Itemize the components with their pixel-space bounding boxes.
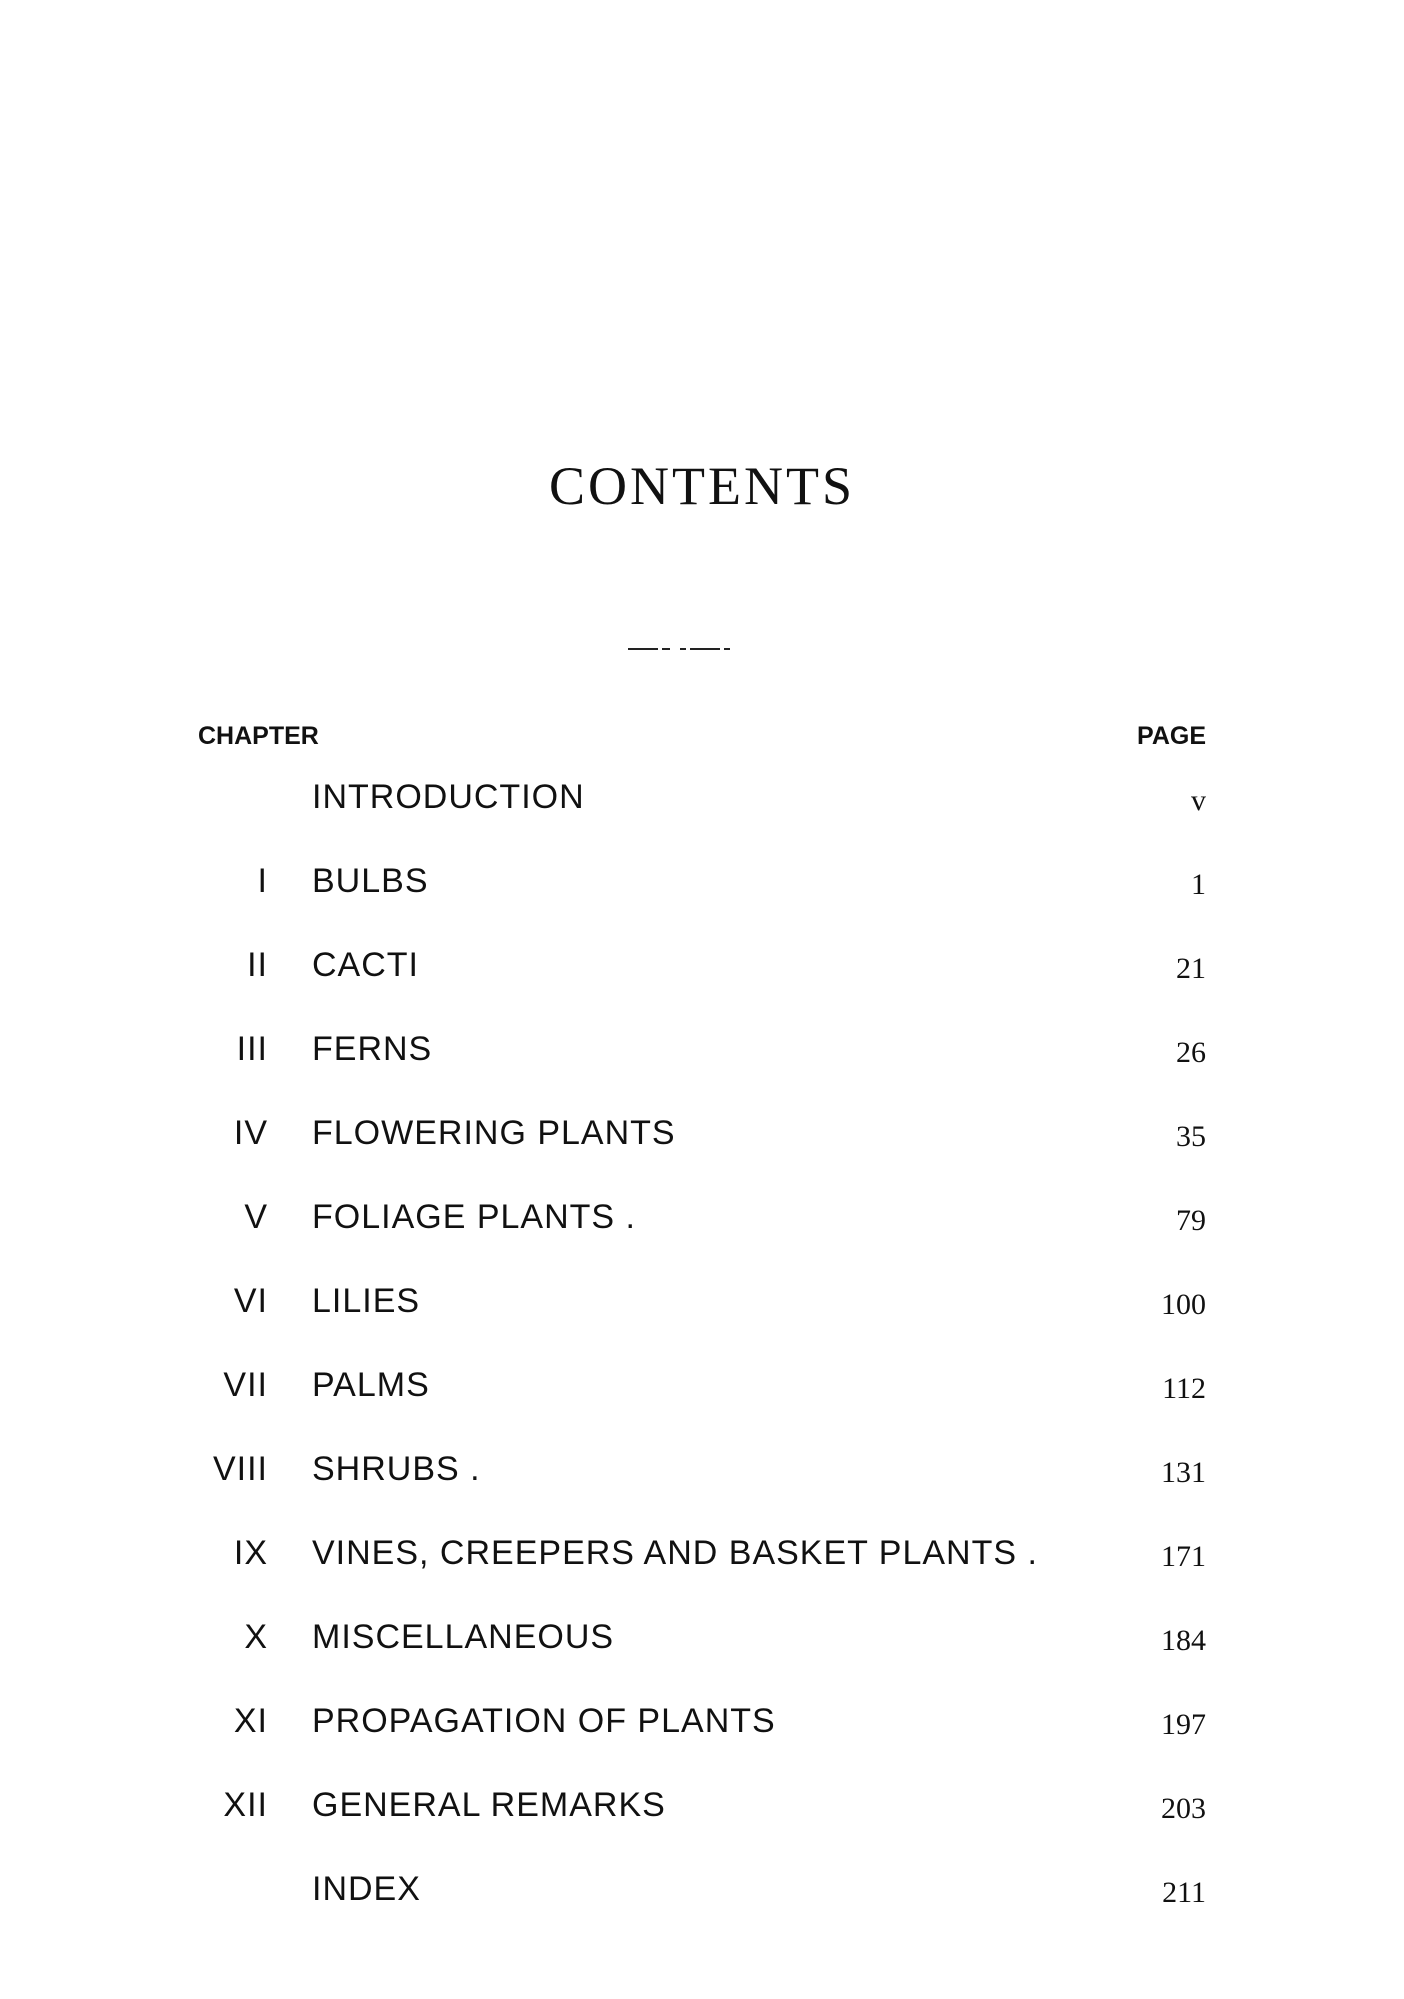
page-number: 112 [1162, 1372, 1206, 1405]
page-column-header: PAGE [1137, 722, 1206, 750]
chapter-number: VIII [212, 1450, 268, 1488]
page-number: 21 [1176, 952, 1206, 985]
page-number: v [1191, 784, 1206, 817]
chapter-title: INDEX [312, 1870, 421, 1908]
toc-entry[interactable] [0, 1526, 1404, 1610]
chapter-title: CACTI [312, 946, 419, 984]
chapter-title: BULBS [312, 862, 429, 900]
ornamental-rule [628, 648, 732, 650]
chapter-title: FERNS [312, 1030, 433, 1068]
page-number: 171 [1161, 1540, 1206, 1573]
toc-entry[interactable] [0, 1778, 1404, 1862]
chapter-title: FOLIAGE PLANTS . [312, 1198, 636, 1236]
chapter-title: FLOWERING PLANTS [312, 1114, 676, 1152]
page-number: 79 [1176, 1204, 1206, 1237]
toc-entry[interactable] [0, 1022, 1404, 1106]
chapter-number: IV [233, 1114, 268, 1152]
toc-entry[interactable] [0, 938, 1404, 1022]
chapter-title: LILIES [312, 1282, 421, 1320]
chapter-title: VINES, CREEPERS AND BASKET PLANTS . [312, 1534, 1038, 1572]
toc-entry[interactable] [0, 1694, 1404, 1778]
chapter-number: XI [233, 1702, 268, 1740]
toc-entry[interactable] [0, 1862, 1404, 1946]
page-number: 100 [1161, 1288, 1206, 1321]
chapter-title: SHRUBS . [312, 1450, 481, 1488]
toc-entry[interactable] [0, 1442, 1404, 1526]
toc-entry[interactable] [0, 854, 1404, 938]
page-number: 131 [1161, 1456, 1206, 1489]
chapter-column-header: CHAPTER [198, 722, 319, 750]
page-title: CONTENTS [549, 456, 855, 516]
chapter-number: IX [233, 1534, 268, 1572]
toc-entry[interactable] [0, 1358, 1404, 1442]
chapter-number: I [257, 862, 268, 900]
page-number: 211 [1162, 1876, 1206, 1909]
chapter-number: VI [233, 1282, 268, 1320]
chapter-title: PROPAGATION OF PLANTS [312, 1702, 776, 1740]
chapter-title: INTRODUCTION [312, 778, 585, 816]
toc-entry[interactable] [0, 1610, 1404, 1694]
page-number: 184 [1161, 1624, 1206, 1657]
chapter-number: VII [223, 1366, 268, 1404]
page-number: 1 [1191, 868, 1206, 901]
page-number: 203 [1161, 1792, 1206, 1825]
chapter-number: XII [223, 1786, 268, 1824]
chapter-title: GENERAL REMARKS [312, 1786, 666, 1824]
toc-entry[interactable] [0, 770, 1404, 854]
chapter-number: X [244, 1618, 268, 1656]
chapter-title: MISCELLANEOUS [312, 1618, 615, 1656]
chapter-title: PALMS [312, 1366, 430, 1404]
page-number: 197 [1161, 1708, 1206, 1741]
page-number: 26 [1176, 1036, 1206, 1069]
chapter-number: III [236, 1030, 268, 1068]
page-number: 35 [1176, 1120, 1206, 1153]
toc-list [0, 770, 1404, 1946]
chapter-number: V [244, 1198, 268, 1236]
toc-entry[interactable] [0, 1106, 1404, 1190]
chapter-number: II [247, 946, 268, 984]
toc-entry[interactable] [0, 1190, 1404, 1274]
toc-entry[interactable] [0, 1274, 1404, 1358]
